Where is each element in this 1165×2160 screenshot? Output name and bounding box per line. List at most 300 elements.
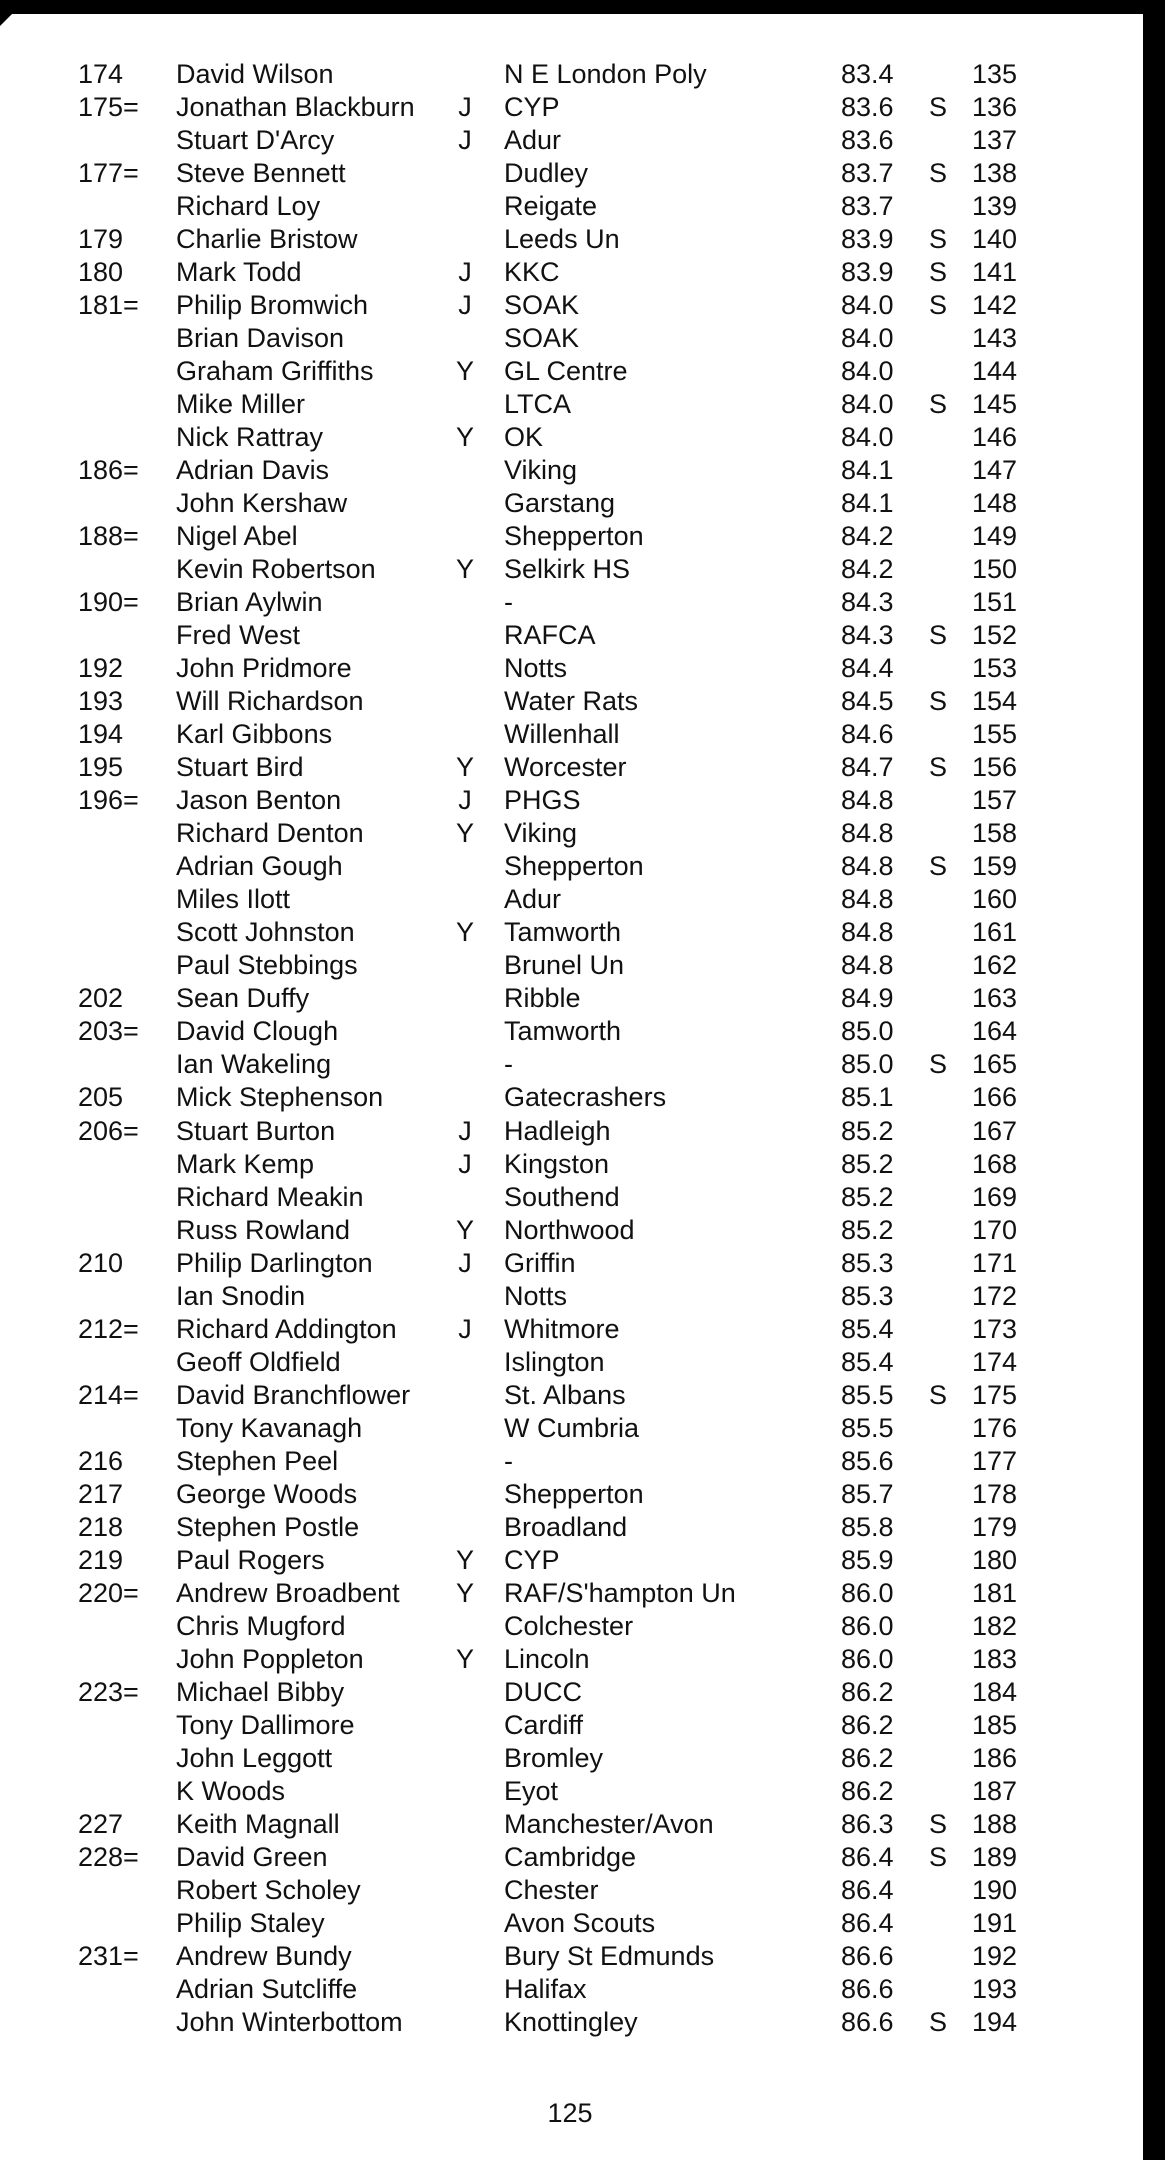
result-row bbox=[0, 1115, 1140, 1148]
time-value: 85.4 bbox=[841, 1313, 894, 1344]
rank-number: 147 bbox=[972, 455, 1018, 486]
time-value: 85.6 bbox=[841, 1445, 894, 1476]
status-mark: S bbox=[929, 158, 948, 189]
result-row bbox=[0, 1181, 1140, 1214]
age-category: J bbox=[458, 92, 472, 123]
athlete-name: Keith Magnall bbox=[176, 1808, 340, 1839]
result-row bbox=[0, 157, 1140, 190]
rank-number: 168 bbox=[972, 1148, 1018, 1179]
club-name: Tamworth bbox=[504, 1016, 622, 1047]
page-corner-mark bbox=[0, 0, 26, 26]
athlete-name: Karl Gibbons bbox=[176, 719, 333, 750]
club-name: Brunel Un bbox=[504, 950, 625, 981]
result-row bbox=[0, 553, 1140, 586]
time-value: 85.8 bbox=[841, 1511, 894, 1542]
rank-number: 153 bbox=[972, 653, 1018, 684]
rank-number: 162 bbox=[972, 950, 1018, 981]
status-mark: S bbox=[929, 752, 948, 783]
result-row bbox=[0, 1313, 1140, 1346]
result-row bbox=[0, 1544, 1140, 1577]
time-value: 84.8 bbox=[841, 917, 894, 948]
time-value: 85.3 bbox=[841, 1247, 894, 1278]
rank-number: 165 bbox=[972, 1049, 1018, 1080]
rank-number: 184 bbox=[972, 1676, 1018, 1707]
position: 227 bbox=[78, 1808, 124, 1839]
time-value: 85.1 bbox=[841, 1082, 894, 1113]
time-value: 85.0 bbox=[841, 1016, 894, 1047]
result-row bbox=[0, 1081, 1140, 1114]
position: 216 bbox=[78, 1445, 124, 1476]
result-row bbox=[0, 1973, 1140, 2006]
age-category: Y bbox=[455, 1577, 474, 1608]
result-row bbox=[0, 454, 1140, 487]
position: 180 bbox=[78, 257, 124, 288]
athlete-name: Mike Miller bbox=[176, 389, 306, 420]
club-name: Ribble bbox=[504, 983, 581, 1014]
club-name: CYP bbox=[504, 92, 560, 123]
time-value: 84.8 bbox=[841, 785, 894, 816]
status-mark: S bbox=[929, 1049, 948, 1080]
result-row bbox=[0, 1048, 1140, 1081]
rank-number: 143 bbox=[972, 323, 1018, 354]
result-row bbox=[0, 1412, 1140, 1445]
result-row bbox=[0, 91, 1140, 124]
athlete-name: Richard Meakin bbox=[176, 1181, 364, 1212]
athlete-name: Geoff Oldfield bbox=[176, 1346, 341, 1377]
time-value: 83.7 bbox=[841, 158, 894, 189]
result-row bbox=[0, 850, 1140, 883]
rank-number: 171 bbox=[972, 1247, 1018, 1278]
athlete-name: Mark Kemp bbox=[176, 1148, 315, 1179]
club-name: GL Centre bbox=[504, 356, 628, 387]
position: 202 bbox=[78, 983, 124, 1014]
club-name: Adur bbox=[504, 884, 562, 915]
club-name: Worcester bbox=[504, 752, 627, 783]
athlete-name: Nick Rattray bbox=[176, 422, 324, 453]
time-value: 84.4 bbox=[841, 653, 894, 684]
result-row bbox=[0, 718, 1140, 751]
result-row bbox=[0, 1280, 1140, 1313]
time-value: 83.6 bbox=[841, 92, 894, 123]
position: 210 bbox=[78, 1247, 124, 1278]
athlete-name: David Wilson bbox=[176, 59, 334, 89]
club-name: SOAK bbox=[504, 290, 580, 321]
athlete-name: Paul Stebbings bbox=[176, 950, 358, 981]
position: 193 bbox=[78, 686, 124, 717]
time-value: 86.2 bbox=[841, 1709, 894, 1740]
athlete-name: Scott Johnston bbox=[176, 917, 355, 948]
time-value: 86.0 bbox=[841, 1643, 894, 1674]
athlete-name: Will Richardson bbox=[176, 686, 364, 717]
rank-number: 178 bbox=[972, 1478, 1018, 1509]
athlete-name: Andrew Broadbent bbox=[176, 1577, 400, 1608]
result-row bbox=[0, 388, 1140, 421]
athlete-name: John Pridmore bbox=[176, 653, 352, 684]
position: 203= bbox=[78, 1016, 139, 1047]
time-value: 83.6 bbox=[841, 125, 894, 156]
time-value: 83.7 bbox=[841, 191, 894, 222]
rank-number: 150 bbox=[972, 554, 1018, 585]
time-value: 84.8 bbox=[841, 950, 894, 981]
age-category: Y bbox=[455, 1214, 474, 1245]
position: 217 bbox=[78, 1478, 124, 1509]
club-name: Halifax bbox=[504, 1973, 587, 2004]
club-name: OK bbox=[504, 422, 544, 453]
club-name: Leeds Un bbox=[504, 224, 620, 255]
club-name: Garstang bbox=[504, 488, 616, 519]
result-row bbox=[0, 1445, 1140, 1478]
club-name: - bbox=[504, 1445, 513, 1476]
result-row bbox=[0, 1015, 1140, 1048]
club-name: Shepperton bbox=[504, 851, 644, 882]
age-category: J bbox=[458, 1313, 472, 1344]
age-category: Y bbox=[455, 917, 474, 948]
rank-number: 159 bbox=[972, 851, 1018, 882]
athlete-name: Brian Davison bbox=[176, 323, 345, 354]
rank-number: 173 bbox=[972, 1313, 1018, 1344]
time-value: 85.4 bbox=[841, 1346, 894, 1377]
status-mark: S bbox=[929, 851, 948, 882]
result-row bbox=[0, 1148, 1140, 1181]
club-name: Northwood bbox=[504, 1214, 635, 1245]
result-row bbox=[0, 1643, 1140, 1676]
position: 231= bbox=[78, 1940, 139, 1971]
rank-number: 193 bbox=[972, 1973, 1018, 2004]
club-name: Viking bbox=[504, 818, 578, 849]
result-row bbox=[0, 751, 1140, 784]
result-row bbox=[0, 1610, 1140, 1643]
time-value: 84.3 bbox=[841, 620, 894, 651]
position: 218 bbox=[78, 1511, 124, 1542]
top-border bbox=[0, 0, 1165, 14]
time-value: 86.3 bbox=[841, 1808, 894, 1839]
club-name: Broadland bbox=[504, 1511, 628, 1542]
age-category: J bbox=[458, 1148, 472, 1179]
rank-number: 156 bbox=[972, 752, 1018, 783]
result-row bbox=[0, 1841, 1140, 1874]
club-name: Eyot bbox=[504, 1775, 559, 1806]
time-value: 84.0 bbox=[841, 290, 894, 321]
athlete-name: Adrian Sutcliffe bbox=[176, 1973, 358, 2004]
club-name: Chester bbox=[504, 1874, 599, 1905]
rank-number: 152 bbox=[972, 620, 1018, 651]
club-name: CYP bbox=[504, 1544, 560, 1575]
athlete-name: Charlie Bristow bbox=[176, 224, 358, 255]
rank-number: 186 bbox=[972, 1742, 1018, 1773]
page-number: 125 bbox=[547, 2098, 593, 2128]
age-category: Y bbox=[455, 1544, 474, 1575]
time-value: 85.2 bbox=[841, 1214, 894, 1245]
time-value: 85.7 bbox=[841, 1478, 894, 1509]
result-row bbox=[0, 883, 1140, 916]
club-name: Griffin bbox=[504, 1247, 576, 1278]
rank-number: 164 bbox=[972, 1016, 1018, 1047]
time-value: 86.2 bbox=[841, 1742, 894, 1773]
status-mark: S bbox=[929, 257, 948, 288]
club-name: Whitmore bbox=[504, 1313, 620, 1344]
time-value: 84.0 bbox=[841, 323, 894, 354]
age-category: J bbox=[458, 1115, 472, 1146]
result-row bbox=[0, 1577, 1140, 1610]
time-value: 86.4 bbox=[841, 1874, 894, 1905]
time-value: 85.2 bbox=[841, 1181, 894, 1212]
rank-number: 148 bbox=[972, 488, 1018, 519]
athlete-name: Russ Rowland bbox=[176, 1214, 351, 1245]
club-name: Avon Scouts bbox=[504, 1907, 656, 1938]
result-row bbox=[0, 289, 1140, 322]
time-value: 84.7 bbox=[841, 752, 894, 783]
position: 228= bbox=[78, 1841, 139, 1872]
position: 186= bbox=[78, 455, 139, 486]
position: 175= bbox=[78, 92, 139, 123]
result-row bbox=[0, 1709, 1140, 1742]
time-value: 86.0 bbox=[841, 1610, 894, 1641]
time-value: 86.2 bbox=[841, 1676, 894, 1707]
time-value: 85.2 bbox=[841, 1115, 894, 1146]
position: 174 bbox=[78, 59, 124, 89]
rank-number: 137 bbox=[972, 125, 1018, 156]
time-value: 84.8 bbox=[841, 884, 894, 915]
result-row bbox=[0, 784, 1140, 817]
rank-number: 157 bbox=[972, 785, 1018, 816]
athlete-name: Andrew Bundy bbox=[176, 1940, 352, 1971]
position: 194 bbox=[78, 719, 124, 750]
club-name: Cambridge bbox=[504, 1841, 637, 1872]
age-category: Y bbox=[455, 422, 474, 453]
rank-number: 177 bbox=[972, 1445, 1018, 1476]
result-row bbox=[0, 817, 1140, 850]
club-name: Southend bbox=[504, 1181, 620, 1212]
time-value: 85.9 bbox=[841, 1544, 894, 1575]
result-row bbox=[0, 586, 1140, 619]
athlete-name: Jonathan Blackburn bbox=[176, 92, 415, 123]
time-value: 84.8 bbox=[841, 818, 894, 849]
time-value: 84.2 bbox=[841, 521, 894, 552]
rank-number: 163 bbox=[972, 983, 1018, 1014]
rank-number: 136 bbox=[972, 92, 1018, 123]
age-category: Y bbox=[455, 752, 474, 783]
result-row bbox=[0, 520, 1140, 553]
rank-number: 192 bbox=[972, 1940, 1018, 1971]
club-name: DUCC bbox=[504, 1676, 582, 1707]
athlete-name: Stephen Peel bbox=[176, 1445, 339, 1476]
club-name: Reigate bbox=[504, 191, 598, 222]
athlete-name: David Clough bbox=[176, 1016, 339, 1047]
rank-number: 185 bbox=[972, 1709, 1018, 1740]
time-value: 86.6 bbox=[841, 1973, 894, 2004]
result-row bbox=[0, 982, 1140, 1015]
athlete-name: Paul Rogers bbox=[176, 1544, 325, 1575]
athlete-name: Adrian Gough bbox=[176, 851, 343, 882]
age-category: J bbox=[458, 1247, 472, 1278]
age-category: J bbox=[458, 125, 472, 156]
position: 212= bbox=[78, 1313, 139, 1344]
athlete-name: Ian Snodin bbox=[176, 1280, 306, 1311]
athlete-name: Nigel Abel bbox=[176, 521, 298, 552]
age-category: Y bbox=[455, 554, 474, 585]
result-row bbox=[0, 619, 1140, 652]
athlete-name: Richard Loy bbox=[176, 191, 321, 222]
age-category: J bbox=[458, 785, 472, 816]
rank-number: 190 bbox=[972, 1874, 1018, 1905]
rank-number: 144 bbox=[972, 356, 1018, 387]
athlete-name: Tony Dallimore bbox=[176, 1709, 355, 1740]
result-row bbox=[0, 58, 1140, 91]
status-mark: S bbox=[929, 1808, 948, 1839]
time-value: 85.2 bbox=[841, 1148, 894, 1179]
athlete-name: Philip Darlington bbox=[176, 1247, 373, 1278]
club-name: Willenhall bbox=[504, 719, 620, 750]
result-row bbox=[0, 1874, 1140, 1907]
club-name: Hadleigh bbox=[504, 1115, 611, 1146]
athlete-name: Philip Staley bbox=[176, 1907, 325, 1938]
athlete-name: Stuart D'Arcy bbox=[176, 125, 335, 156]
result-row bbox=[0, 1379, 1140, 1412]
age-category: Y bbox=[455, 818, 474, 849]
rank-number: 160 bbox=[972, 884, 1018, 915]
athlete-name: Chris Mugford bbox=[176, 1610, 346, 1641]
results-list bbox=[0, 58, 1140, 2039]
club-name: RAF/S'hampton Un bbox=[504, 1577, 736, 1608]
time-value: 85.0 bbox=[841, 1049, 894, 1080]
club-name: Dudley bbox=[504, 158, 589, 189]
time-value: 86.4 bbox=[841, 1907, 894, 1938]
club-name: Cardiff bbox=[504, 1709, 584, 1740]
result-row bbox=[0, 256, 1140, 289]
rank-number: 149 bbox=[972, 521, 1018, 552]
athlete-name: Jason Benton bbox=[176, 785, 342, 816]
time-value: 84.9 bbox=[841, 983, 894, 1014]
time-value: 86.4 bbox=[841, 1841, 894, 1872]
club-name: St. Albans bbox=[504, 1379, 626, 1410]
time-value: 84.0 bbox=[841, 356, 894, 387]
club-name: Manchester/Avon bbox=[504, 1808, 714, 1839]
club-name: Colchester bbox=[504, 1610, 634, 1641]
status-mark: S bbox=[929, 686, 948, 717]
time-value: 84.0 bbox=[841, 389, 894, 420]
time-value: 86.2 bbox=[841, 1775, 894, 1806]
time-value: 85.3 bbox=[841, 1280, 894, 1311]
status-mark: S bbox=[929, 1841, 948, 1872]
rank-number: 139 bbox=[972, 191, 1018, 222]
result-row bbox=[0, 1214, 1140, 1247]
age-category: Y bbox=[455, 1643, 474, 1674]
rank-number: 187 bbox=[972, 1775, 1018, 1806]
rank-number: 141 bbox=[972, 257, 1018, 288]
status-mark: S bbox=[929, 2006, 948, 2037]
club-name: Islington bbox=[504, 1346, 605, 1377]
club-name: Notts bbox=[504, 653, 568, 684]
time-value: 86.6 bbox=[841, 1940, 894, 1971]
rank-number: 182 bbox=[972, 1610, 1018, 1641]
rank-number: 179 bbox=[972, 1511, 1018, 1542]
time-value: 85.5 bbox=[841, 1412, 894, 1443]
time-value: 84.3 bbox=[841, 587, 894, 618]
rank-number: 145 bbox=[972, 389, 1018, 420]
athlete-name: Tony Kavanagh bbox=[176, 1412, 363, 1443]
position: 188= bbox=[78, 521, 139, 552]
athlete-name: George Woods bbox=[176, 1478, 358, 1509]
rank-number: 174 bbox=[972, 1346, 1018, 1377]
time-value: 84.1 bbox=[841, 488, 894, 519]
rank-number: 154 bbox=[972, 686, 1018, 717]
rank-number: 135 bbox=[972, 59, 1018, 89]
rank-number: 188 bbox=[972, 1808, 1018, 1839]
athlete-name: Miles Ilott bbox=[176, 884, 291, 915]
club-name: Bromley bbox=[504, 1742, 604, 1773]
rank-number: 140 bbox=[972, 224, 1018, 255]
athlete-name: Philip Bromwich bbox=[176, 290, 369, 321]
status-mark: S bbox=[929, 92, 948, 123]
result-row bbox=[0, 190, 1140, 223]
position: 219 bbox=[78, 1544, 124, 1575]
result-row bbox=[0, 421, 1140, 454]
athlete-name: Kevin Robertson bbox=[176, 554, 376, 585]
status-mark: S bbox=[929, 620, 948, 651]
club-name: - bbox=[504, 587, 513, 618]
position: 179 bbox=[78, 224, 124, 255]
athlete-name: John Winterbottom bbox=[176, 2006, 403, 2037]
time-value: 86.6 bbox=[841, 2006, 894, 2037]
age-category: Y bbox=[455, 356, 474, 387]
athlete-name: Ian Wakeling bbox=[176, 1049, 332, 1080]
result-row bbox=[0, 1346, 1140, 1379]
result-row bbox=[0, 1940, 1140, 1973]
time-value: 84.2 bbox=[841, 554, 894, 585]
result-row bbox=[0, 1808, 1140, 1841]
club-name: Knottingley bbox=[504, 2006, 638, 2037]
status-mark: S bbox=[929, 1379, 948, 1410]
athlete-name: Mark Todd bbox=[176, 257, 302, 288]
result-row bbox=[0, 1247, 1140, 1280]
rank-number: 169 bbox=[972, 1181, 1018, 1212]
club-name: - bbox=[504, 1049, 513, 1080]
status-mark: S bbox=[929, 224, 948, 255]
club-name: PHGS bbox=[504, 785, 581, 816]
club-name: Viking bbox=[504, 455, 578, 486]
age-category: J bbox=[458, 257, 472, 288]
result-row bbox=[0, 124, 1140, 157]
athlete-name: Steve Bennett bbox=[176, 158, 346, 189]
athlete-name: David Green bbox=[176, 1841, 328, 1872]
result-row bbox=[0, 1511, 1140, 1544]
result-row bbox=[0, 355, 1140, 388]
club-name: Kingston bbox=[504, 1148, 610, 1179]
athlete-name: John Kershaw bbox=[176, 488, 348, 519]
result-row bbox=[0, 1742, 1140, 1775]
result-row bbox=[0, 685, 1140, 718]
athlete-name: Stuart Bird bbox=[176, 752, 304, 783]
club-name: Lincoln bbox=[504, 1643, 590, 1674]
result-row bbox=[0, 949, 1140, 982]
time-value: 84.0 bbox=[841, 422, 894, 453]
club-name: RAFCA bbox=[504, 620, 596, 651]
athlete-name: John Poppleton bbox=[176, 1643, 364, 1674]
position: 205 bbox=[78, 1082, 124, 1113]
rank-number: 170 bbox=[972, 1214, 1018, 1245]
position: 192 bbox=[78, 653, 124, 684]
club-name: Shepperton bbox=[504, 521, 644, 552]
athlete-name: Brian Aylwin bbox=[176, 587, 323, 618]
athlete-name: Stephen Postle bbox=[176, 1511, 360, 1542]
rank-number: 146 bbox=[972, 422, 1018, 453]
rank-number: 172 bbox=[972, 1280, 1018, 1311]
club-name: LTCA bbox=[504, 389, 572, 420]
rank-number: 167 bbox=[972, 1115, 1018, 1146]
status-mark: S bbox=[929, 389, 948, 420]
club-name: Water Rats bbox=[504, 686, 639, 717]
time-value: 84.8 bbox=[841, 851, 894, 882]
